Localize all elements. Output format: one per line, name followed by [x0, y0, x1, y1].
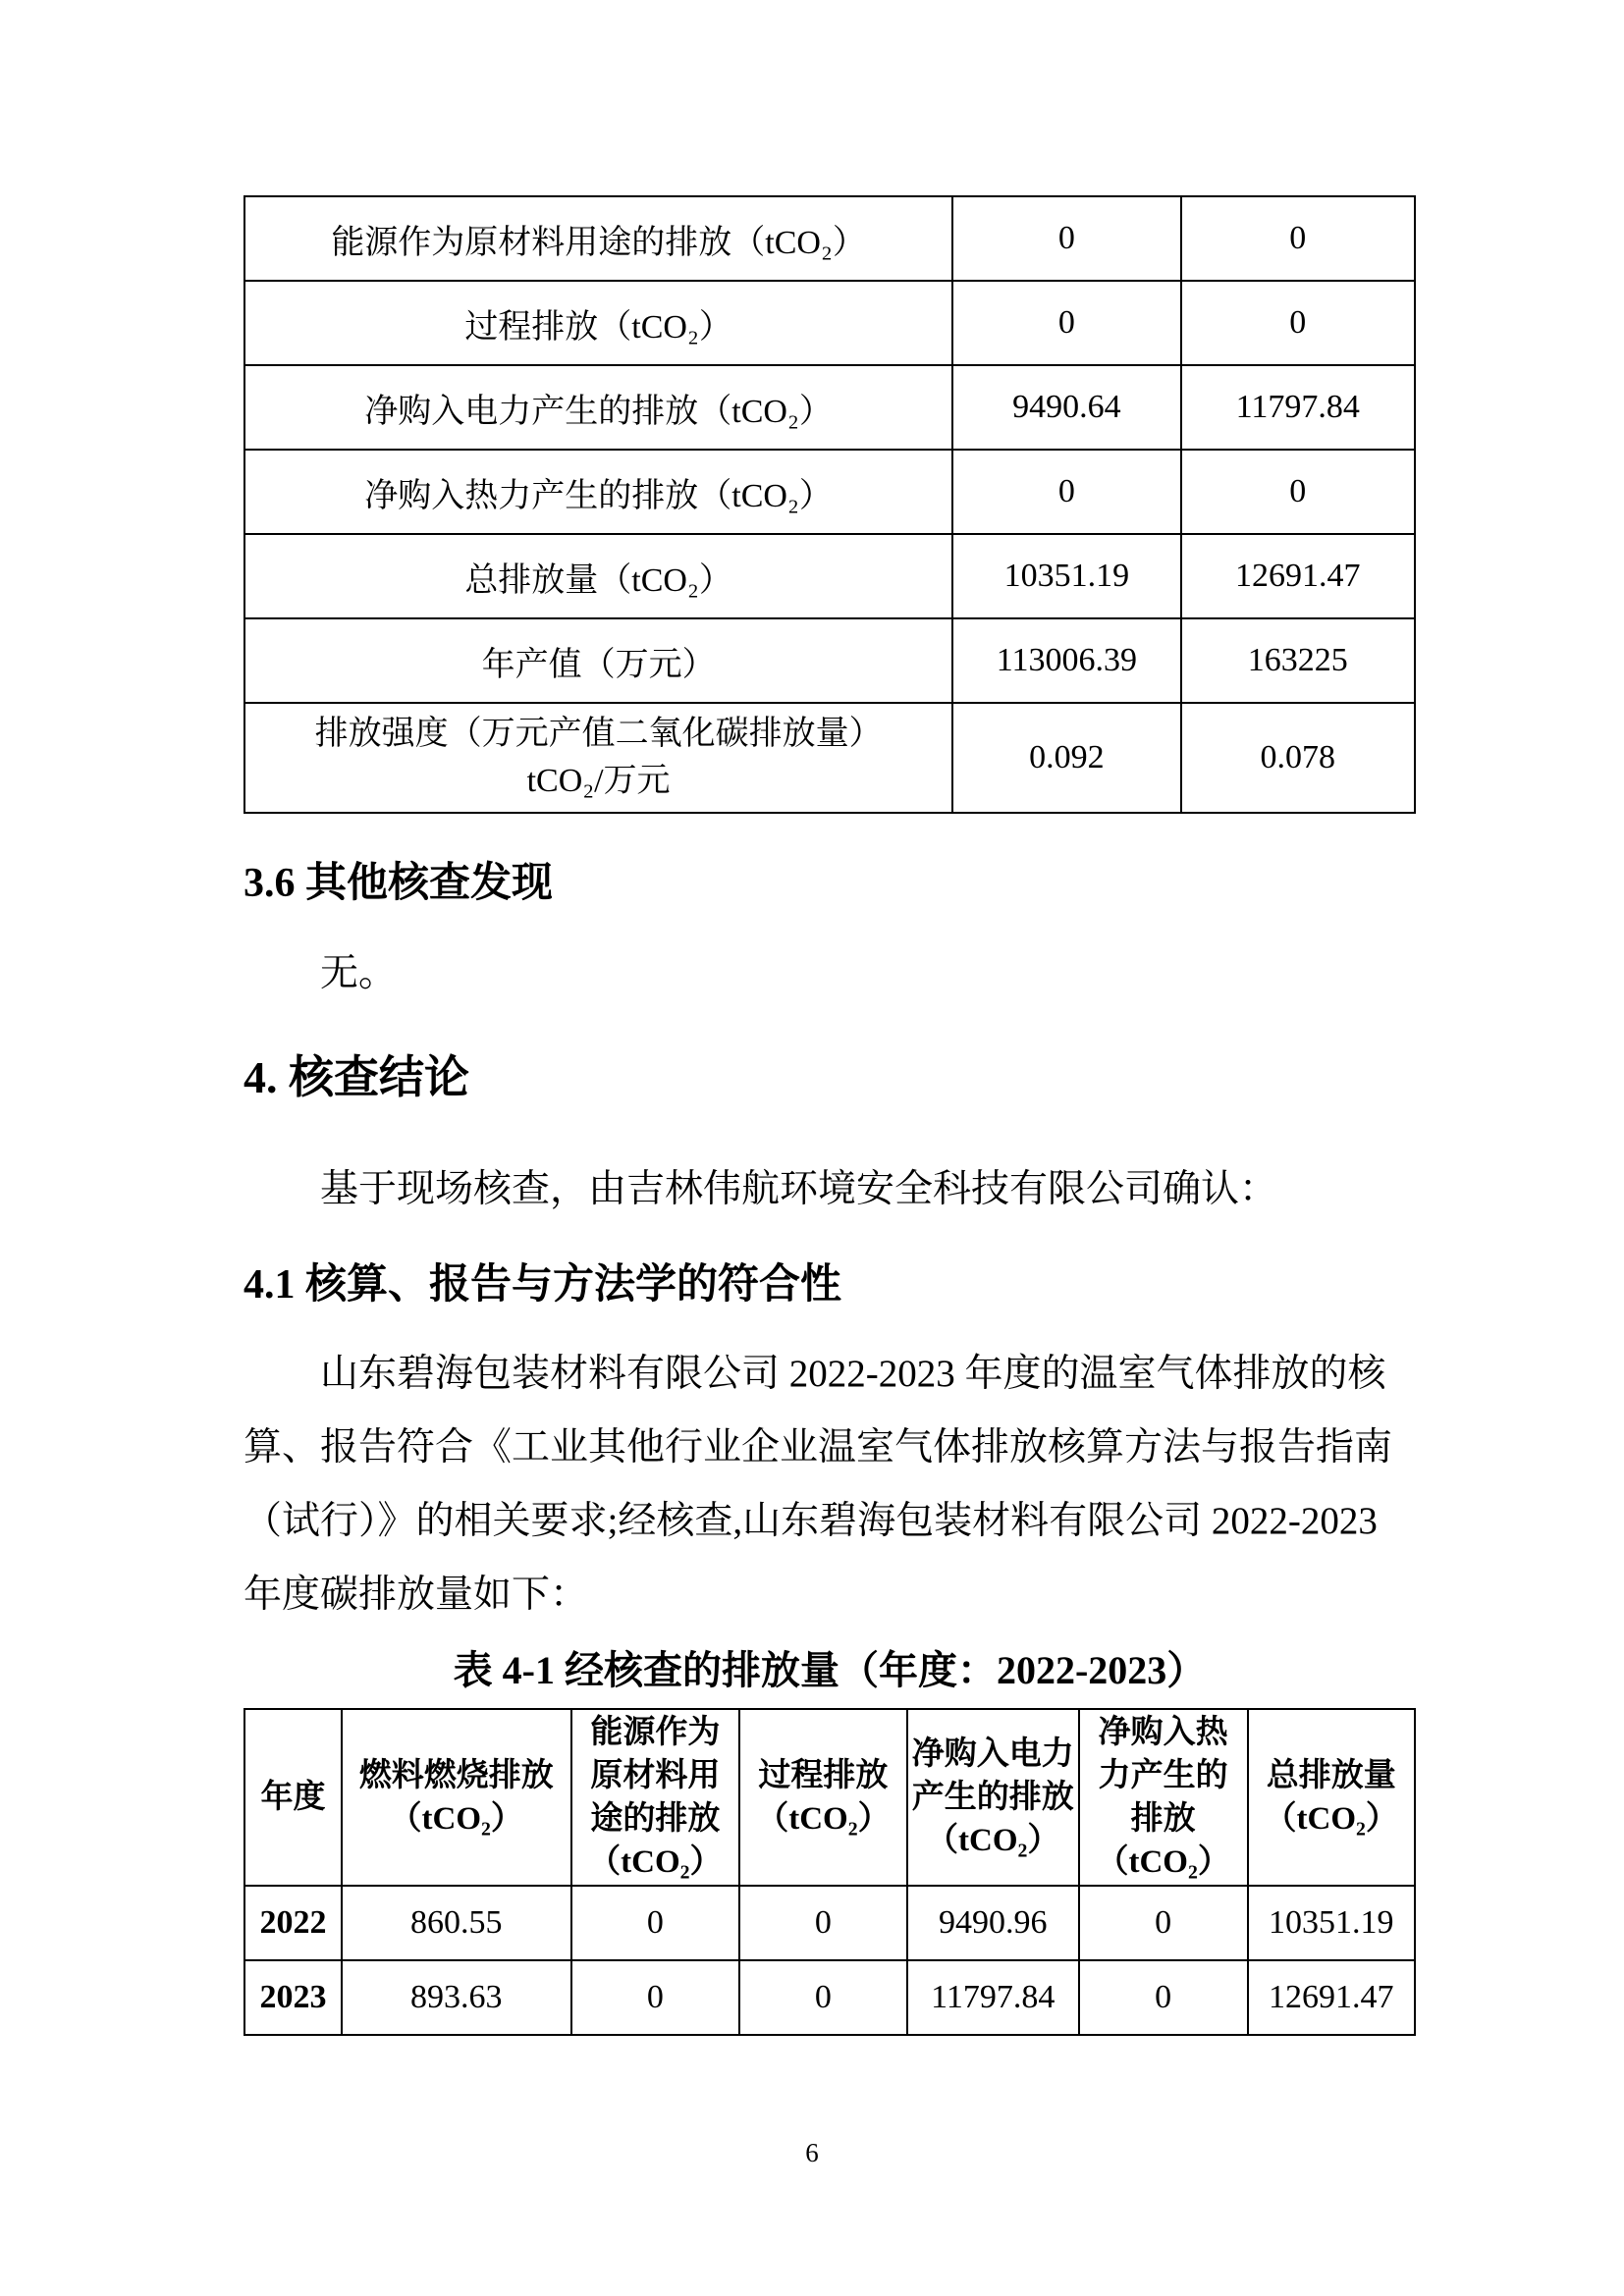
value-cell: 0	[1181, 281, 1415, 365]
column-header: 净购入热力产生的排放（tCO₂）	[1079, 1709, 1248, 1886]
row-label: 年产值（万元）	[244, 618, 952, 703]
value-cell: 9490.96	[907, 1886, 1079, 1960]
table-row	[244, 618, 1415, 703]
table-row	[244, 281, 1415, 365]
column-header: 过程排放（tCO₂）	[739, 1709, 906, 1886]
emissions-summary-table	[244, 195, 1416, 814]
value-cell: 0	[571, 1886, 740, 1960]
heading-3-6: 3.6 其他核查发现	[244, 861, 554, 906]
value-cell: 0	[952, 196, 1180, 281]
value-cell: 9490.64	[952, 365, 1180, 450]
value-cell: 12691.47	[1181, 534, 1415, 618]
value-cell: 163225	[1181, 618, 1415, 703]
row-label: 能源作为原材料用途的排放（tCO₂）	[244, 196, 952, 281]
verified-emissions-table	[244, 1708, 1416, 2036]
row-label	[244, 703, 952, 813]
column-header: 燃料燃烧排放（tCO₂）	[342, 1709, 571, 1886]
value-cell: 11797.84	[1181, 365, 1415, 450]
page-content	[244, 0, 1416, 2036]
page-number: 6	[805, 2138, 819, 2167]
value-cell: 10351.19	[952, 534, 1180, 618]
year-cell: 2022	[244, 1886, 342, 1960]
value-cell: 0.092	[952, 703, 1180, 813]
compliance-paragraph	[244, 1337, 1416, 1631]
column-header: 净购入电力产生的排放（tCO₂）	[907, 1709, 1079, 1886]
table-row	[244, 365, 1415, 450]
value-cell: 0	[571, 1960, 740, 2035]
table-row	[244, 450, 1415, 534]
paragraph-line: 算、报告符合《工业其他行业企业温室气体排放核算方法与报告指南	[244, 1426, 1393, 1469]
table-row	[244, 1886, 1415, 1960]
value-cell: 0	[1181, 450, 1415, 534]
value-cell: 113006.39	[952, 618, 1180, 703]
table-4-1-caption: 表 4-1 经核查的排放量（年度：2022-2023）	[453, 1648, 1207, 1693]
value-cell: 0	[952, 450, 1180, 534]
heading-4: 4. 核查结论	[244, 1052, 469, 1103]
column-header: 总排放量（tCO₂）	[1248, 1709, 1416, 1886]
row-label: 过程排放（tCO₂）	[244, 281, 952, 365]
value-cell: 0	[1181, 196, 1415, 281]
column-header: 能源作为原材料用途的排放（tCO₂）	[571, 1709, 740, 1886]
row-label: 总排放量（tCO₂）	[244, 534, 952, 618]
table-row	[244, 534, 1415, 618]
value-cell: 0	[1079, 1960, 1248, 2035]
table-row	[244, 1960, 1415, 2035]
value-cell: 0	[739, 1886, 906, 1960]
column-header: 年度	[244, 1709, 342, 1886]
paragraph-line: 山东碧海包装材料有限公司 2022-2023 年度的温室气体排放的核	[320, 1353, 1386, 1396]
value-cell: 0	[1079, 1886, 1248, 1960]
header-row	[244, 1709, 1415, 1886]
value-cell: 10351.19	[1248, 1886, 1416, 1960]
none-paragraph: 无。	[320, 952, 398, 995]
row-label: 净购入电力产生的排放（tCO₂）	[244, 365, 952, 450]
row-label: 净购入热力产生的排放（tCO₂）	[244, 450, 952, 534]
row-label-line2: tCO₂/万元	[526, 763, 671, 799]
value-cell: 12691.47	[1248, 1960, 1416, 2035]
confirm-paragraph: 基于现场核查，由吉林伟航环境安全科技有限公司确认：	[320, 1168, 1278, 1211]
value-cell: 0.078	[1181, 703, 1415, 813]
value-cell: 860.55	[342, 1886, 571, 1960]
year-cell: 2023	[244, 1960, 342, 2035]
heading-4-1: 4.1 核算、报告与方法学的符合性	[244, 1261, 842, 1308]
table-row	[244, 703, 1415, 813]
value-cell: 11797.84	[907, 1960, 1079, 2035]
value-cell: 0	[739, 1960, 906, 2035]
table-row	[244, 196, 1415, 281]
paragraph-line: （试行）》的相关要求;经核查,山东碧海包装材料有限公司 2022-2023	[244, 1500, 1378, 1543]
value-cell: 0	[952, 281, 1180, 365]
value-cell: 893.63	[342, 1960, 571, 2035]
row-label-line1: 排放强度（万元产值二氧化碳排放量）	[314, 716, 883, 752]
paragraph-line: 年度碳排放量如下：	[244, 1574, 589, 1617]
